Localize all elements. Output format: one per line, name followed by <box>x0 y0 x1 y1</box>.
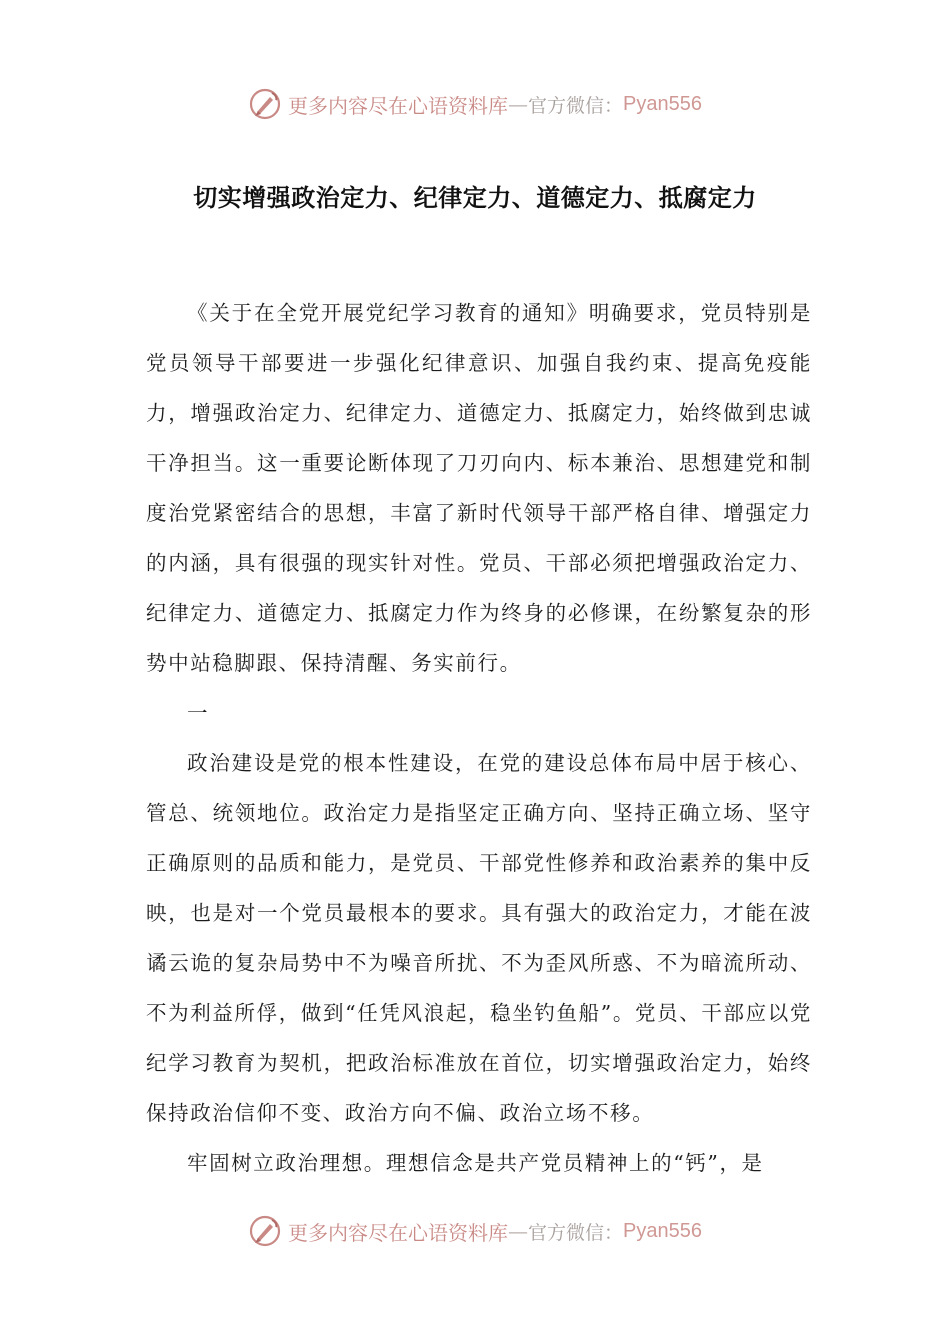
banner-separator: — <box>508 1219 528 1243</box>
body-paragraph: 牢固树立政治理想。理想信念是共产党员精神上的“钙”，是 <box>187 1151 764 1175</box>
banner-separator: — <box>508 92 528 116</box>
body-paragraph: 《关于在全党开展党纪学习教育的通知》明确要求，党员特别是党员领导干部要进一步强化纪律意识、加强自我约束、提高免疫能力，增强政治定力、纪律定力、道德定力、抵腐定力，始终做到忠诚干净担当。这一重要论断体现了刀刃向内、标本兼治、思想建党和制度治党紧密结合的思想，丰富了新时代领导干部严格自律、增强定力的内涵，具有很强的现实针对性。党员、干部必须把增强政治定力、纪律定力、道德定力、抵腐定力作为终身的必修课，在纷繁复杂的形势中站稳脚跟、保持清醒、务实前行。 <box>146 301 812 675</box>
section-number: 一 <box>187 701 210 725</box>
footer-watermark-banner <box>0 1211 950 1251</box>
pen-circle-logo-icon <box>248 87 282 121</box>
banner-wechat-id: Pyan556 <box>623 92 702 115</box>
banner-wechat-id: Pyan556 <box>623 1219 702 1242</box>
pen-circle-logo-icon <box>248 1214 282 1248</box>
document-title: 切实增强政治定力、纪律定力、道德定力、抵腐定力 <box>193 184 757 212</box>
banner-text: 更多内容尽在心语资料库 <box>288 1220 508 1245</box>
header-watermark-banner <box>0 84 950 124</box>
banner-wechat-label: 官方微信： <box>528 1221 624 1244</box>
banner-text: 更多内容尽在心语资料库 <box>288 93 508 118</box>
body-paragraph: 政治建设是党的根本性建设，在党的建设总体布局中居于核心、管总、统领地位。政治定力是指坚定正确方向、坚持正确立场、坚守正确原则的品质和能力，是党员、干部党性修养和政治素养的集中反映，也是对一个党员最根本的要求。具有强大的政治定力，才能在波谲云诡的复杂局势中不为噪音所扰、不为歪风所惑、不为暗流所动、不为利益所俘，做到“任凭风浪起，稳坐钓鱼船”。党员、干部应以党纪学习教育为契机，把政治标准放在首位，切实增强政治定力，始终保持政治信仰不变、政治方向不偏、政治立场不移。 <box>146 751 812 1125</box>
banner-wechat-label: 官方微信： <box>528 94 624 117</box>
document-body <box>146 288 812 1188</box>
